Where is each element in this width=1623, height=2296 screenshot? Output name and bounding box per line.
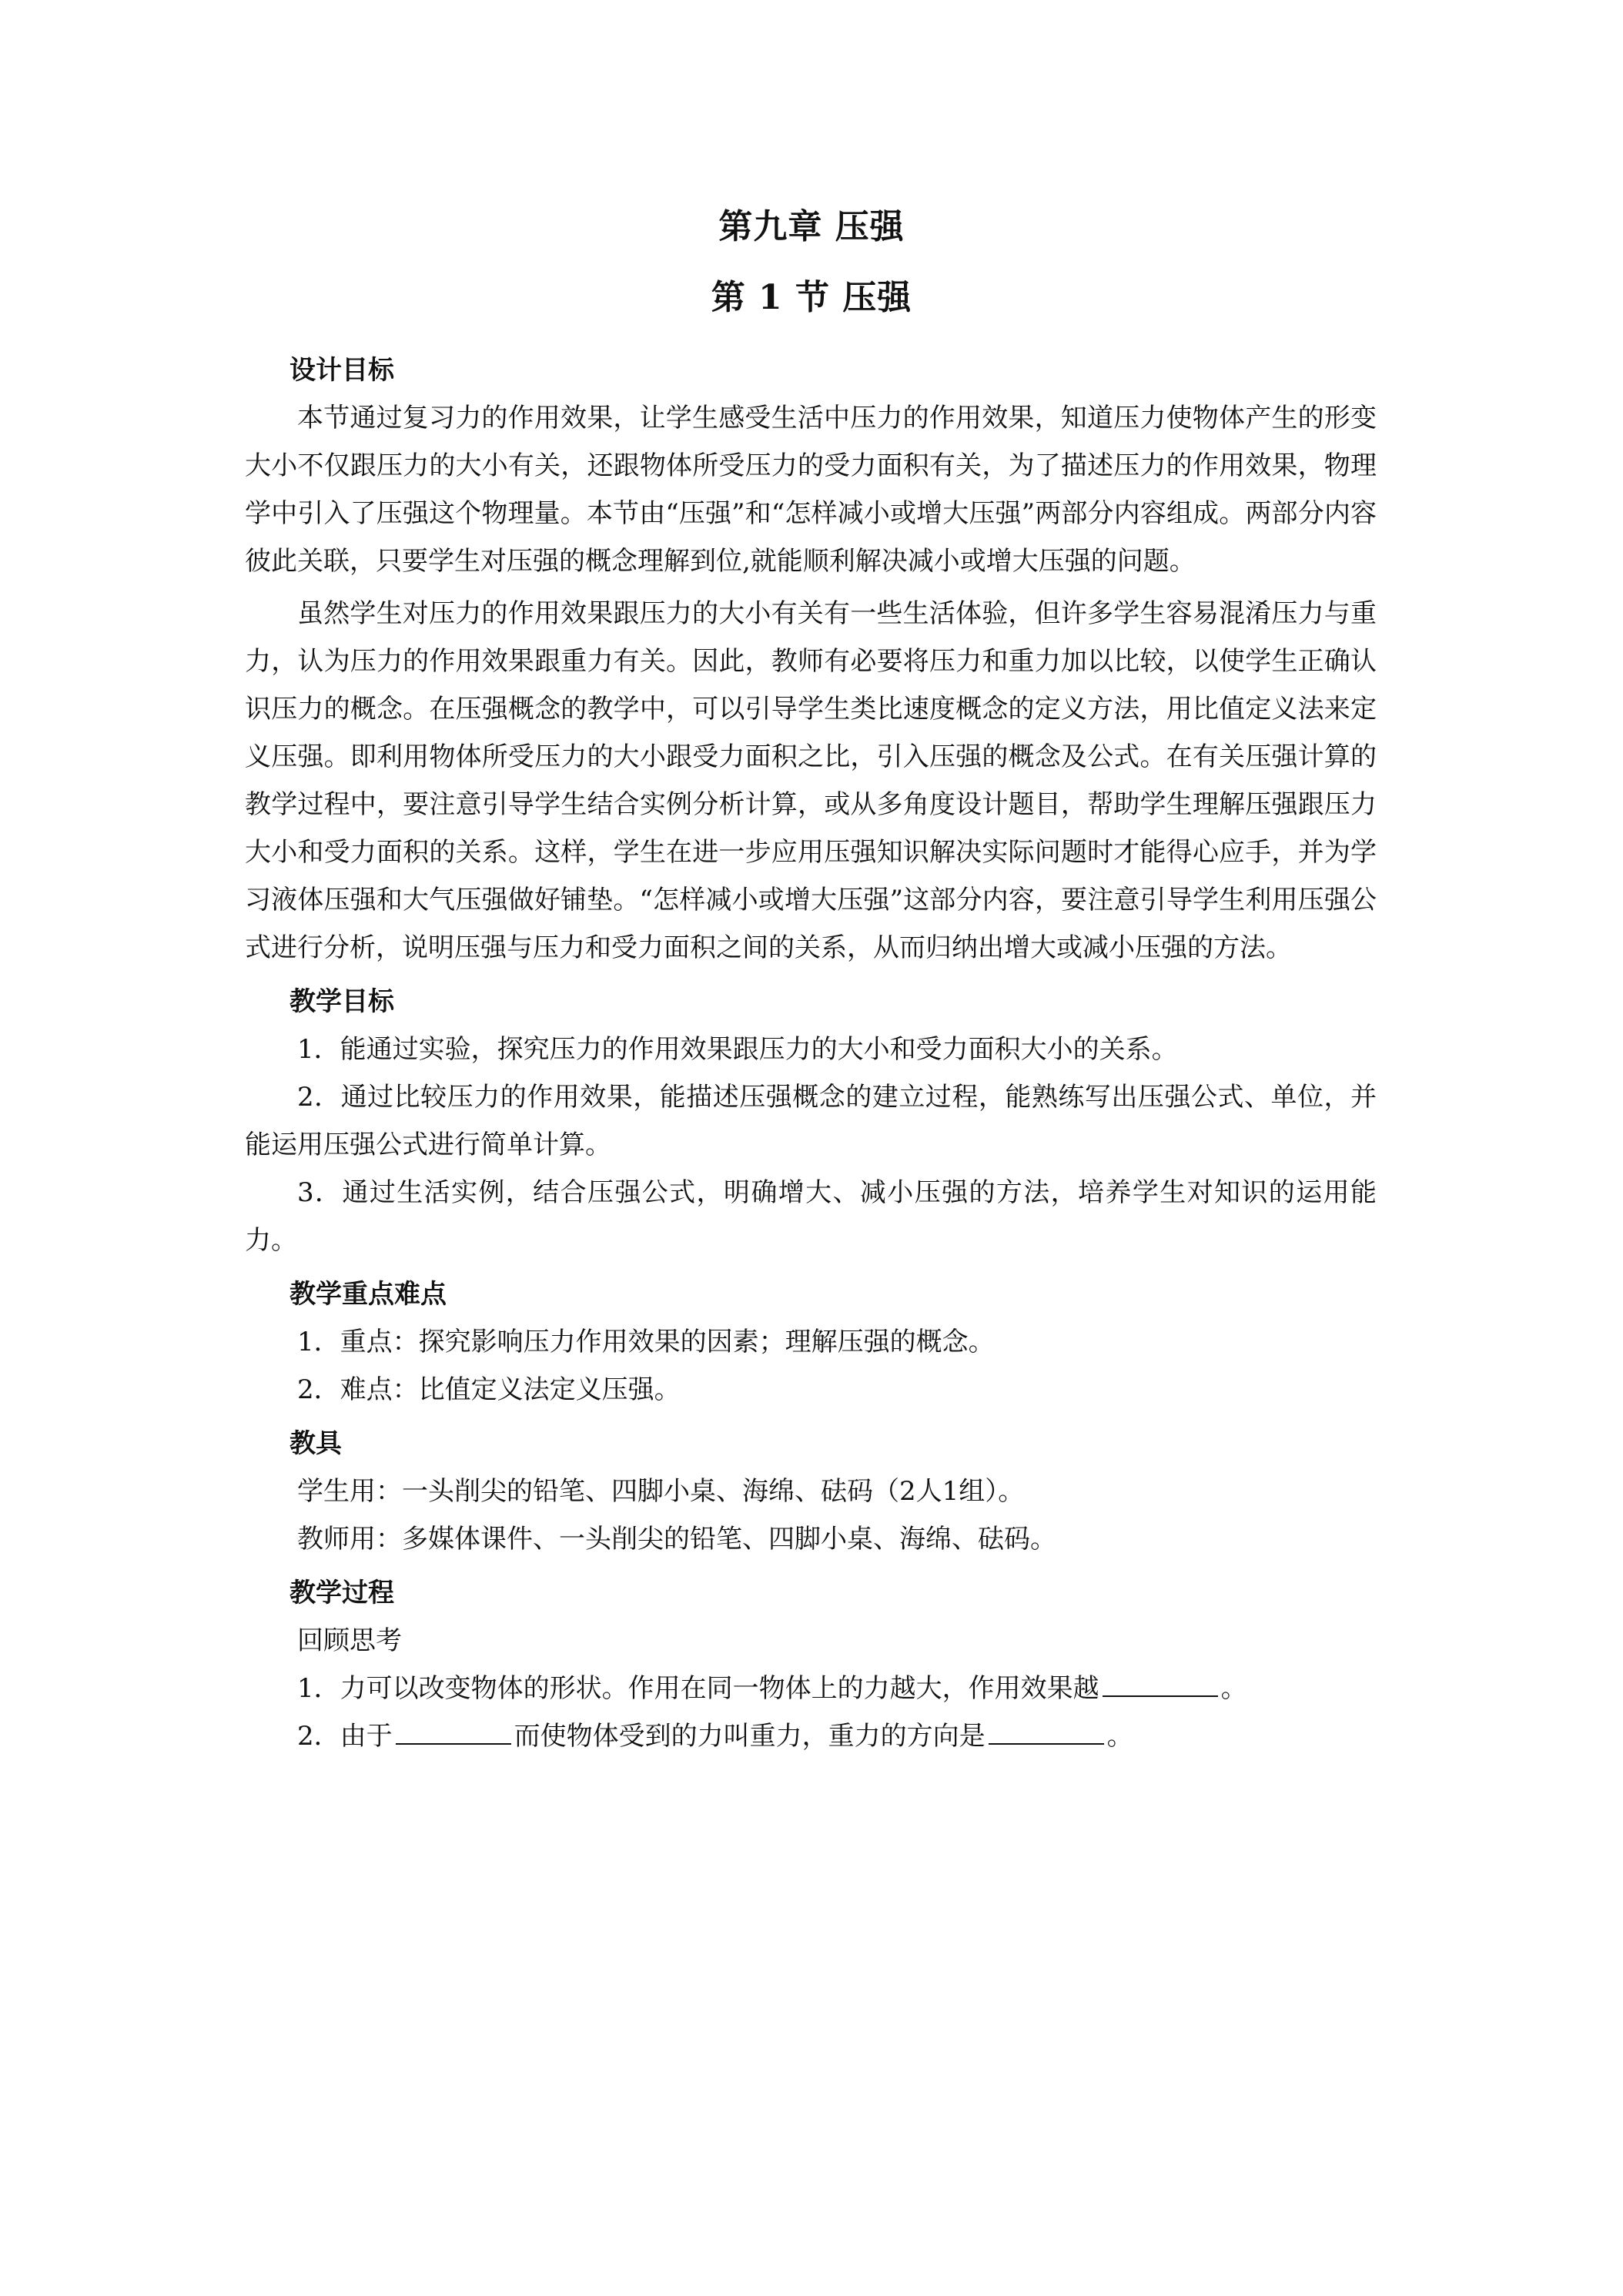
question-2-text-b: 而使物体受到的力叫重力，重力的方向是 xyxy=(514,1721,986,1752)
teaching-goal-item-3: 3．通过生活实例，结合压强公式，明确增大、减小压强的方法，培养学生对知识的运用能力。 xyxy=(245,1177,1377,1256)
process-subheading: 回顾思考 xyxy=(297,1625,402,1656)
heading-process: 教学过程 xyxy=(289,1578,394,1608)
fill-blank-1 xyxy=(1103,1674,1218,1697)
key-point-item-2: 2．难点：比值定义法定义压强。 xyxy=(297,1374,681,1405)
tools-item-students: 学生用：一头削尖的铅笔、四脚小桌、海绵、砝码（2人1组）。 xyxy=(297,1476,1025,1507)
review-question-1 xyxy=(245,1665,1377,1712)
review-question-2 xyxy=(245,1712,1377,1760)
fill-blank-2 xyxy=(396,1722,511,1745)
heading-teaching-goal: 教学目标 xyxy=(289,986,394,1017)
heading-design-goal: 设计目标 xyxy=(289,355,394,386)
teaching-goal-item-1: 1．能通过实验，探究压力的作用效果跟压力的大小和受力面积大小的关系。 xyxy=(297,1034,1178,1065)
paragraph-design-goal-2: 虽然学生对压力的作用效果跟压力的大小有关有一些生活体验，但许多学生容易混淆压力与重力，认为压力的作用效果跟重力有关。因此，教师有必要将压力和重力加以比较，以使学生正确认识压力的概念。在压强概念的教学中，可以引导学生类比速度概念的定义方法，用比值定义法来定义压强。即利用物体所受压力的大小跟受力面积之比，引入压强的概念及公式。在有关压强计算的教学过程中，要注意引导学生结合实例分析计算，或从多角度设计题目，帮助学生理解压强跟压力大小和受力面积的关系。这样，学生在进一步应用压强知识解决实际问题时才能得心应手，并为学习液体压强和大气压强做好铺垫。“怎样减小或增大压强”这部分内容，要注意引导学生利用压强公式进行分析，说明压强与压力和受力面积之间的关系，从而归纳出增大或减小压强的方法。 xyxy=(245,598,1377,963)
fill-blank-3 xyxy=(989,1722,1104,1745)
heading-tools: 教具 xyxy=(289,1428,342,1459)
key-point-item-1: 1．重点：探究影响压力作用效果的因素；理解压强的概念。 xyxy=(297,1327,995,1357)
section-title: 第 1 节 压强 xyxy=(711,278,912,317)
question-2-text-a: 2．由于 xyxy=(297,1721,393,1752)
tools-item-teacher: 教师用：多媒体课件、一头削尖的铅笔、四脚小桌、海绵、砝码。 xyxy=(297,1524,1056,1555)
teaching-goal-item-2: 2．通过比较压力的作用效果，能描述压强概念的建立过程，能熟练写出压强公式、单位，并能运用压强公式进行简单计算。 xyxy=(245,1082,1377,1160)
chapter-title: 第九章 压强 xyxy=(718,207,905,246)
heading-key-points: 教学重点难点 xyxy=(289,1279,447,1310)
paragraph-design-goal-1: 本节通过复习力的作用效果，让学生感受生活中压力的作用效果，知道压力使物体产生的形变大小不仅跟压力的大小有关，还跟物体所受压力的受力面积有关，为了描述压力的作用效果，物理学中引入了压强这个物理量。本节由“压强”和“怎样减小或增大压强”两部分内容组成。两部分内容彼此关联，只要学生对压强的概念理解到位,就能顺利解决减小或增大压强的问题。 xyxy=(245,403,1377,577)
question-1-end: 。 xyxy=(1220,1673,1247,1704)
document-body xyxy=(245,346,1377,1760)
question-1-text: 1．力可以改变物体的形状。作用在同一物体上的力越大，作用效果越 xyxy=(297,1673,1099,1704)
question-2-end: 。 xyxy=(1106,1721,1133,1752)
